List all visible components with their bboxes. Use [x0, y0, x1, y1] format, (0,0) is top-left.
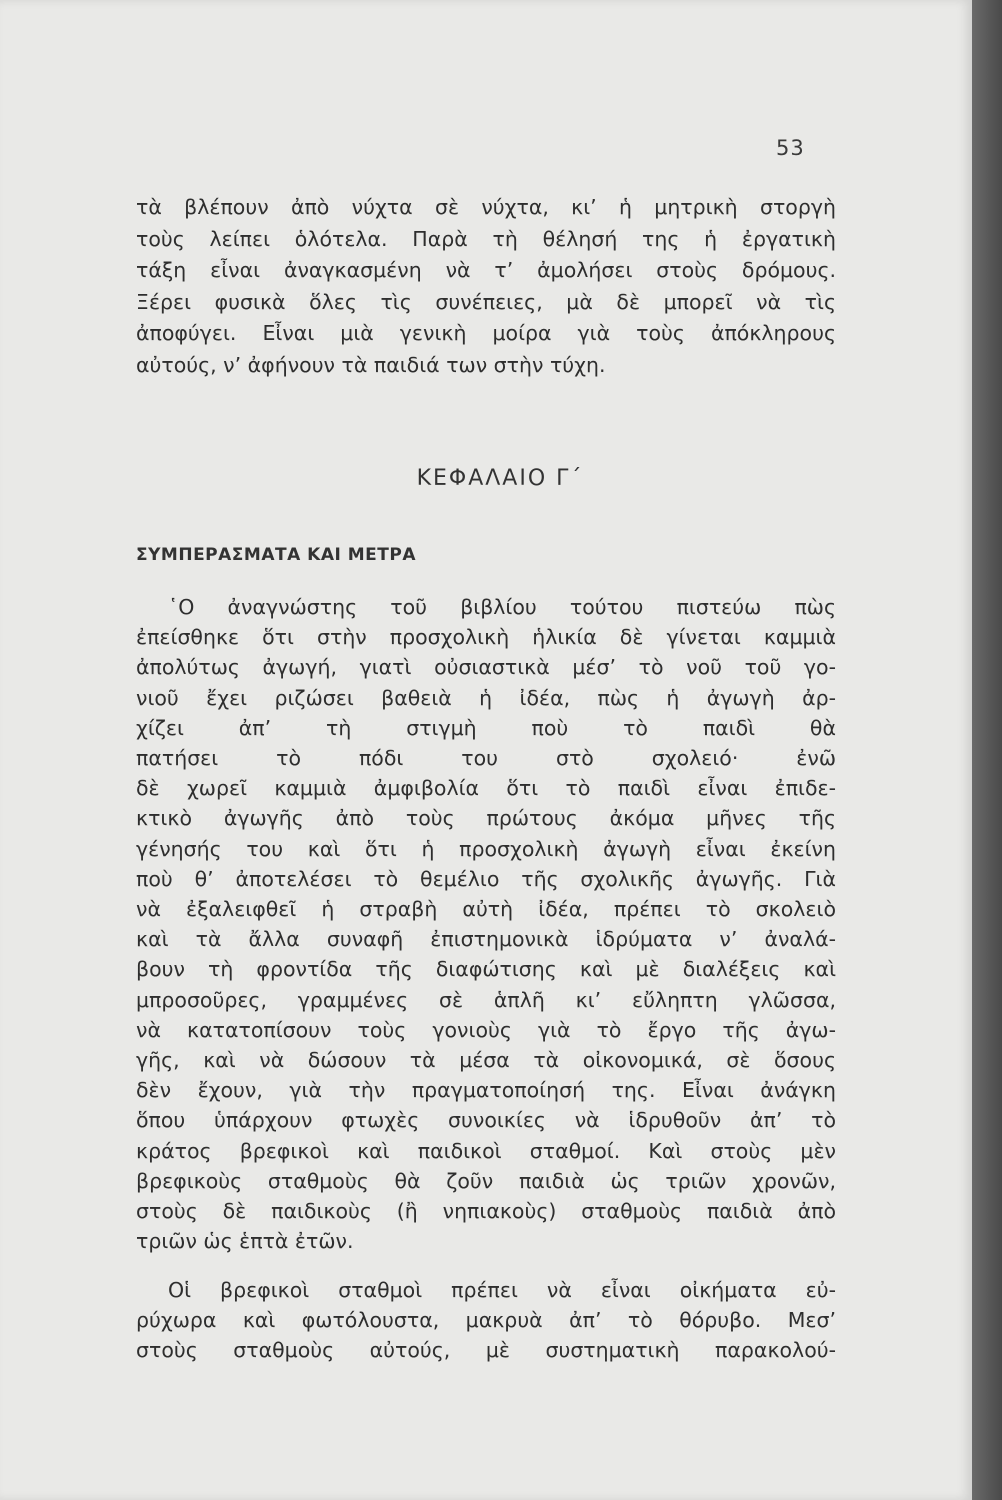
text-line: νιοῦ ἔχει ριζώσει βαθειὰ ἡ ἰδέα, πὼς ἡ ἀγωγὴ ἀρ- [136, 685, 836, 710]
text-line: τὰ βλέπουν ἀπὸ νύχτα σὲ νύχτα, κι’ ἡ μητρικὴ στοργὴ [136, 195, 836, 219]
text-line: ρύχωρα καὶ φωτόλουστα, μακρυὰ ἀπ’ τὸ θόρυβο. Μεσ’ [136, 1308, 836, 1333]
text-line: ὅπου ὑπάρχουν φτωχὲς συνοικίες νὰ ἱδρυθοῦν ἀπ’ τὸ [136, 1108, 836, 1133]
text-line: γένησής του καὶ ὅτι ἡ προσχολικὴ ἀγωγὴ εἶναι ἐκείνη [136, 836, 836, 861]
text-line: μπροσοῦρες, γραμμένες σὲ ἁπλῆ κι’ εὔληπτη γλῶσσα, [136, 987, 836, 1012]
text-line: στοὺς σταθμοὺς αὐτούς, μὲ συστηματικὴ παρακολού- [136, 1338, 836, 1363]
text-line: βουν τὴ φροντίδα τῆς διαφώτισης καὶ μὲ διαλέξεις καὶ [136, 957, 836, 982]
section-title: ΣΥΜΠΕΡΑΣΜΑΤΑ ΚΑΙ ΜΕΤΡΑ [136, 545, 416, 565]
text-line: δὲ χωρεῖ καμμιὰ ἀμφιβολία ὅτι τὸ παιδὶ εἶναι ἐπιδε- [136, 776, 836, 801]
text-line: ῾Ο ἀναγνώστης τοῦ βιβλίου τούτου πιστεύω πὼς [168, 595, 836, 619]
page-number: 53 [776, 136, 805, 160]
text-line: στοὺς δὲ παιδικοὺς (ἢ νηπιακοὺς) σταθμοὺς παιδιὰ ἀπὸ [136, 1199, 836, 1224]
text-line: ἀπολύτως ἀγωγή, γιατὶ οὐσιαστικὰ μέσ’ τὸ νοῦ τοῦ γο- [136, 655, 836, 680]
text-line: Ξέρει φυσικὰ ὅλες τὶς συνέπειες, μὰ δὲ μπορεῖ νὰ τὶς [136, 289, 836, 314]
chapter-heading: ΚΕΦΑΛΑΙΟ Γ΄ [416, 466, 584, 491]
text-line: κράτος βρεφικοὶ καὶ παιδικοὶ σταθμοί. Καὶ στοὺς μὲν [136, 1138, 836, 1163]
text-line: ἀποφύγει. Εἶναι μιὰ γενικὴ μοίρα γιὰ τοὺς ἀπόκληρους [136, 321, 836, 345]
text-line: νὰ κατατοπίσουν τοὺς γονιοὺς γιὰ τὸ ἔργο τῆς ἀγω- [136, 1017, 836, 1042]
text-line: ἐπείσθηκε ὅτι στὴν προσχολικὴ ἡλικία δὲ γίνεται καμμιὰ [136, 625, 836, 650]
text-line: τάξη εἶναι ἀναγκασμένη νὰ τ’ ἀμολήσει στοὺς δρόμους. [136, 258, 836, 282]
text-line: πατήσει τὸ πόδι του στὸ σχολειό· ἐνῶ [136, 746, 836, 771]
text-line: βρεφικοὺς σταθμοὺς θὰ ζοῦν παιδιὰ ὡς τριῶν χρονῶν, [136, 1168, 836, 1193]
text-line: Οἱ βρεφικοὶ σταθμοὶ πρέπει νὰ εἶναι οἰκήματα εὐ- [168, 1278, 836, 1302]
text-line: τριῶν ὡς ἑπτὰ ἐτῶν. [136, 1229, 354, 1254]
text-line: δὲν ἔχουν, γιὰ τὴν πραγματοποίησή της. Εἶναι ἀνάγκη [136, 1078, 836, 1103]
text-line: χίζει ἀπ’ τὴ στιγμὴ ποὺ τὸ παιδὶ θὰ [136, 715, 836, 740]
text-line: κτικὸ ἀγωγῆς ἀπὸ τοὺς πρώτους ἀκόμα μῆνες τῆς [136, 806, 836, 831]
text-line: αὐτούς, ν’ ἀφήνουν τὰ παιδιά των στὴν τύχη. [136, 352, 606, 377]
text-line: καὶ τὰ ἄλλα συναφῆ ἐπιστημονικὰ ἱδρύματα ν’ ἀναλά- [136, 927, 836, 952]
text-line: τοὺς λείπει ὁλότελα. Παρὰ τὴ θέλησή της ἡ ἐργατικὴ [136, 226, 836, 251]
paragraph-2 [136, 1275, 836, 1366]
scan-background [972, 0, 1002, 1500]
text-line: νὰ ἐξαλειφθεῖ ἡ στραβὴ αὐτὴ ἰδέα, πρέπει τὸ σκολειὸ [136, 897, 836, 922]
text-line: ποὺ θ’ ἀποτελέσει τὸ θεμέλιο τῆς σχολικῆς ἀγωγῆς. Γιὰ [136, 866, 836, 891]
intro-paragraph [136, 192, 836, 381]
paragraph-1 [136, 592, 836, 1256]
text-line: γῆς, καὶ νὰ δώσουν τὰ μέσα τὰ οἰκονομικά, σὲ ὅσους [136, 1048, 836, 1073]
